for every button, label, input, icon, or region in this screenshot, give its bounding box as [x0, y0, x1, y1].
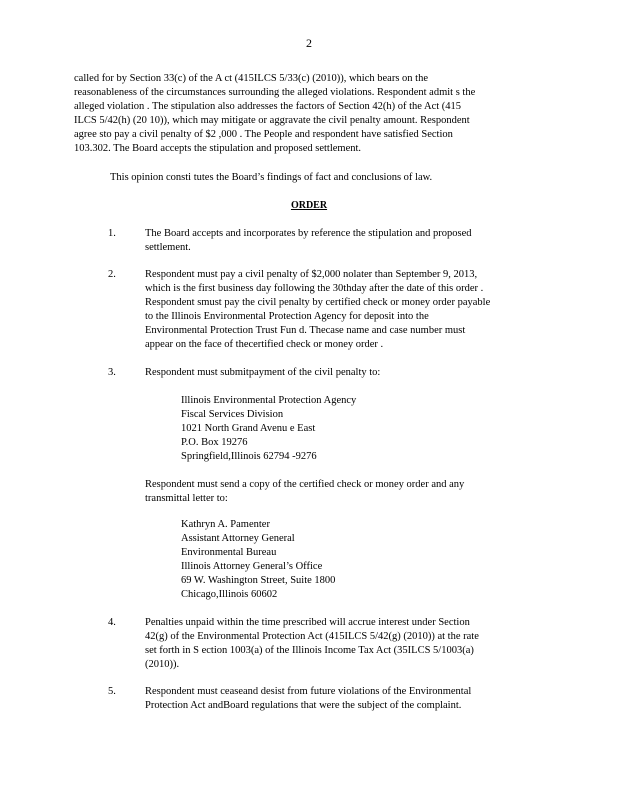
item-line: Respondent must submitpayment of the civil penalty to:: [145, 367, 381, 378]
item-line: The Board accepts and incorporates by reference the stipulation and proposed: [145, 228, 472, 239]
item-line: which is the first business day following the 30thday after the date of this order .: [145, 283, 484, 294]
paragraph-line: ILCS 5/42(h) (20 10)), which may mitigate or aggravate the civil penalty amount. Respondent: [74, 115, 470, 126]
paragraph-line: alleged violation . The stipulation also addresses the factors of Section 42(h) of the Act (415: [74, 101, 462, 112]
item-line: to the Illinois Environmental Protection Agency for deposit into the: [145, 311, 429, 322]
item-line: Respondent smust pay the civil penalty by certified check or money order payable: [145, 297, 491, 308]
item-body: [145, 268, 545, 352]
address-line: Kathryn A. Pamenter: [181, 519, 270, 530]
address-line: Environmental Bureau: [181, 547, 277, 558]
address-line: Illinois Attorney General’s Office: [181, 561, 323, 572]
address-line: Chicago,Illinois 60602: [181, 589, 278, 600]
order-heading-text: ORDER: [290, 200, 328, 211]
order-heading: [0, 199, 618, 213]
paragraph-line: reasonableness of the circumstances surrounding the alleged violations. Respondent admit s the: [74, 87, 476, 98]
page-number: 2: [306, 36, 312, 50]
intro-paragraph: [74, 72, 534, 156]
item-body: [145, 616, 545, 672]
item-body: [145, 227, 545, 255]
copy-instruction: [145, 478, 545, 506]
address-line: Fiscal Services Division: [181, 409, 284, 420]
item-number: 2.: [108, 269, 116, 280]
item-body: [145, 685, 545, 713]
instruction-line: Respondent must send a copy of the certified check or money order and any: [145, 479, 465, 490]
item-line: Penalties unpaid within the time prescribed will accrue interest under Section: [145, 617, 470, 628]
address-line: Springfield,Illinois 62794 -9276: [181, 451, 317, 462]
paragraph-line: agree sto pay a civil penalty of $2 ,000 . The People and respondent have satisfied Section: [74, 129, 453, 140]
item-line: appear on the face of thecertified check or money order .: [145, 339, 384, 350]
item-line: Protection Act andBoard regulations that were the subject of the complaint.: [145, 700, 462, 711]
item-line: settlement.: [145, 242, 191, 253]
item-number: 5.: [108, 686, 116, 697]
item-line: Respondent must ceaseand desist from future violations of the Environmental: [145, 686, 472, 697]
opinion-statement: This opinion consti tutes the Board’s findings of fact and conclusions of law.: [110, 172, 433, 183]
item-line: (2010)).: [145, 659, 180, 670]
address-line: 1021 North Grand Avenu e East: [181, 423, 316, 434]
address-line: Illinois Environmental Protection Agency: [181, 395, 357, 406]
attorney-address: [181, 518, 335, 602]
paragraph-line: called for by Section 33(c) of the A ct (415ILCS 5/33(c) (2010)), which bears on the: [74, 73, 428, 84]
address-line: 69 W. Washington Street, Suite 1800: [181, 575, 336, 586]
address-line: P.O. Box 19276: [181, 437, 248, 448]
paragraph-line: 103.302. The Board accepts the stipulation and proposed settlement.: [74, 143, 362, 154]
instruction-line: transmittal letter to:: [145, 493, 228, 504]
item-number: 1.: [108, 228, 116, 239]
item-line: set forth in S ection 1003(a) of the Illinois Income Tax Act (35ILCS 5/1003(a): [145, 645, 474, 656]
payment-address: [181, 394, 356, 464]
item-line: Environmental Protection Trust Fun d. Thecase name and case number must: [145, 325, 466, 336]
item-body: [145, 366, 545, 380]
item-line: Respondent must pay a civil penalty of $2,000 nolater than September 9, 2013,: [145, 269, 478, 280]
address-line: Assistant Attorney General: [181, 533, 295, 544]
item-number: 4.: [108, 617, 116, 628]
item-number: 3.: [108, 367, 116, 378]
item-line: 42(g) of the Environmental Protection Act (415ILCS 5/42(g) (2010)) at the rate: [145, 631, 479, 642]
